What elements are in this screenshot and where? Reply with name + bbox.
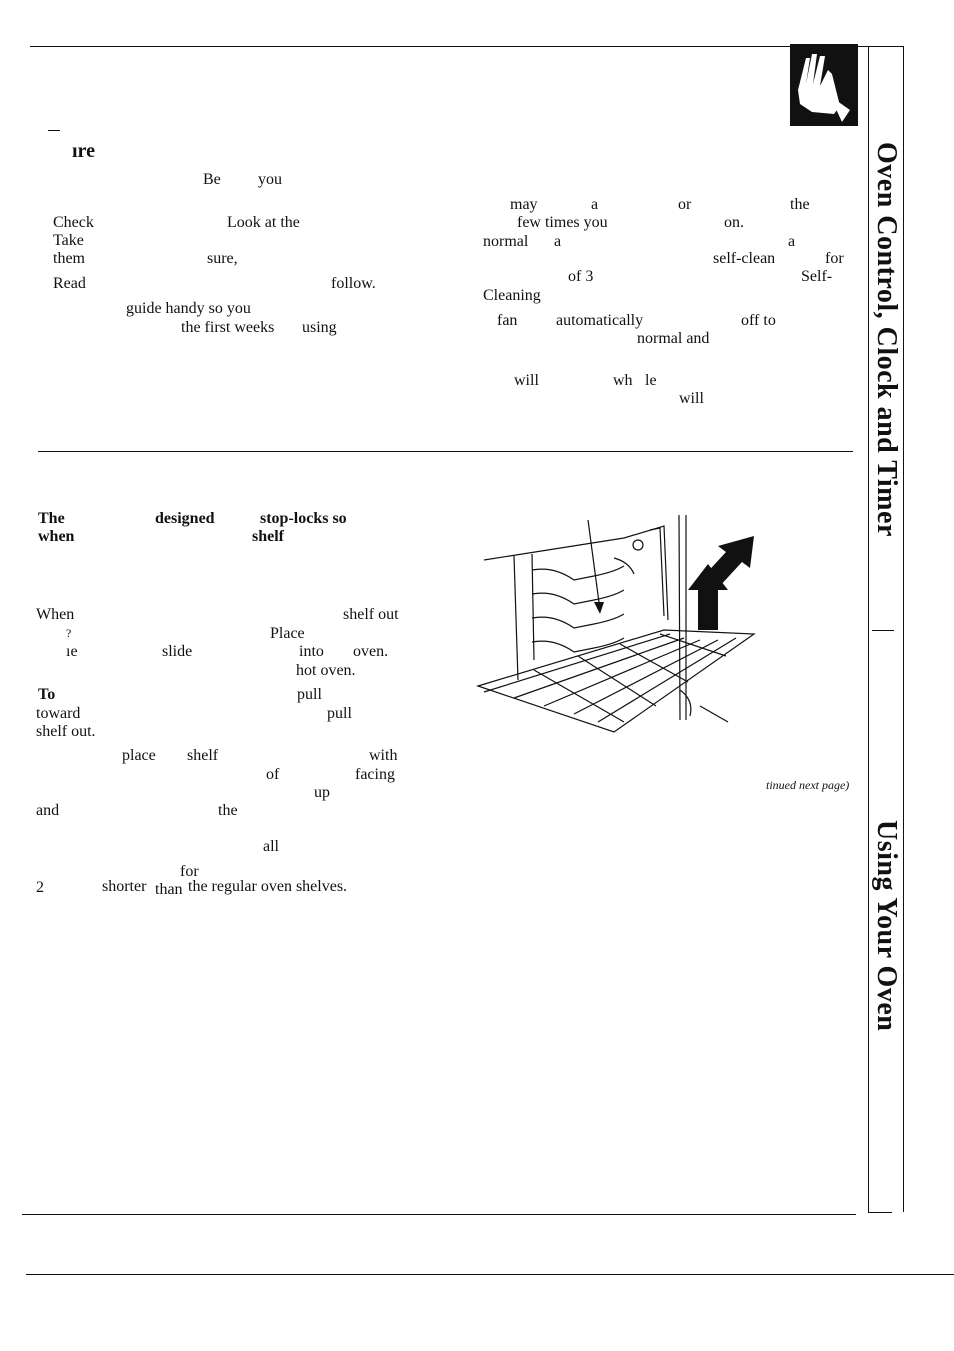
text-take: Take	[53, 232, 84, 249]
text-self: Self-	[801, 268, 833, 285]
tab-bar-bottom	[868, 1212, 892, 1213]
text-read: Read	[53, 275, 86, 292]
text-le: le	[645, 372, 657, 389]
text-fan: fan	[497, 312, 518, 329]
text-guide-handy: guide handy so you	[126, 300, 251, 317]
text-the-2: the	[218, 802, 238, 819]
tab-bar-top	[868, 46, 903, 47]
text-of: of	[266, 766, 280, 783]
tab-bar-right-edge	[903, 46, 904, 1212]
text-them: them	[53, 250, 85, 267]
section-divider	[38, 451, 853, 452]
text-wh: wh	[613, 372, 633, 389]
text-stop-locks: stop-locks so	[260, 510, 347, 527]
corner-mark	[48, 130, 60, 131]
text-designed: designed	[155, 510, 215, 527]
hand-pointer-icon	[790, 44, 858, 126]
text-ie: ıe	[66, 643, 78, 660]
text-will-2: will	[679, 390, 704, 407]
side-tab-oven-control[interactable]: Oven Control, Clock and Timer	[871, 142, 902, 537]
text-2: 2	[36, 879, 44, 896]
text-check: Check	[53, 214, 94, 231]
text-few-times-you: few times you	[517, 214, 608, 231]
text-shelf: shelf	[187, 747, 219, 764]
text-will: will	[514, 372, 539, 389]
text-with: with	[369, 747, 398, 764]
oven-shelf-illustration	[474, 510, 764, 750]
text-toward: toward	[36, 705, 81, 722]
section-heading: ıre	[72, 140, 95, 162]
text-to-bold: To	[38, 686, 56, 703]
text-a-2: a	[554, 233, 562, 250]
text-normal: normal	[483, 233, 529, 250]
text-oven: oven.	[353, 643, 389, 660]
text-when: When	[36, 606, 75, 623]
text-the-bold: The	[38, 510, 65, 527]
text-shelf-bold: shelf	[252, 528, 284, 545]
text-for: for	[825, 250, 844, 267]
text-question: ?	[66, 626, 72, 640]
text-facing: facing	[355, 766, 395, 783]
text-using: using	[302, 319, 337, 336]
text-hot-oven: hot oven.	[296, 662, 356, 679]
text-a: a	[591, 196, 599, 213]
text-self-clean: self-clean	[713, 250, 776, 267]
tab-separator	[872, 630, 894, 631]
text-all: all	[263, 838, 279, 855]
text-place-2: place	[122, 747, 156, 764]
text-sure: sure,	[207, 250, 238, 267]
side-tab-using-oven[interactable]: Using Your Oven	[871, 820, 902, 1032]
text-when-bold: when	[38, 528, 75, 545]
text-you: you	[258, 171, 282, 188]
footer-rule	[26, 1274, 954, 1275]
text-automatically: automatically	[556, 312, 644, 329]
tab-bar-left-edge	[868, 46, 869, 1212]
text-regular-shelves: the regular oven shelves.	[188, 878, 348, 895]
text-follow: follow.	[331, 275, 376, 292]
text-the: the	[790, 196, 810, 213]
text-for-2: for	[180, 863, 199, 880]
text-or: or	[678, 196, 692, 213]
text-look-at-the: Look at the	[227, 214, 300, 231]
text-shorter: shorter	[102, 878, 147, 895]
continued-next-page: tinued next page)	[766, 778, 850, 792]
text-up: up	[314, 784, 330, 801]
bottom-rule	[22, 1214, 856, 1215]
text-off-to: off to	[741, 312, 776, 329]
text-of-3: of 3	[568, 268, 594, 285]
text-be: Be	[203, 171, 221, 188]
text-cleaning: Cleaning	[483, 287, 541, 304]
text-normal-and: normal and	[637, 330, 710, 347]
text-on: on.	[724, 214, 744, 231]
text-than: than	[155, 881, 183, 898]
text-into: into	[299, 643, 324, 660]
text-shelf-out: shelf out	[343, 606, 399, 623]
text-pull-2: pull	[327, 705, 352, 722]
top-rule	[30, 46, 868, 47]
text-shelf-out-2: shelf out.	[36, 723, 96, 740]
text-and: and	[36, 802, 60, 819]
text-first-weeks: the first weeks	[181, 319, 275, 336]
text-a-3: a	[788, 233, 796, 250]
text-place: Place	[270, 625, 305, 642]
text-pull: pull	[297, 686, 322, 703]
text-slide: slide	[162, 643, 193, 660]
text-may: may	[510, 196, 538, 213]
